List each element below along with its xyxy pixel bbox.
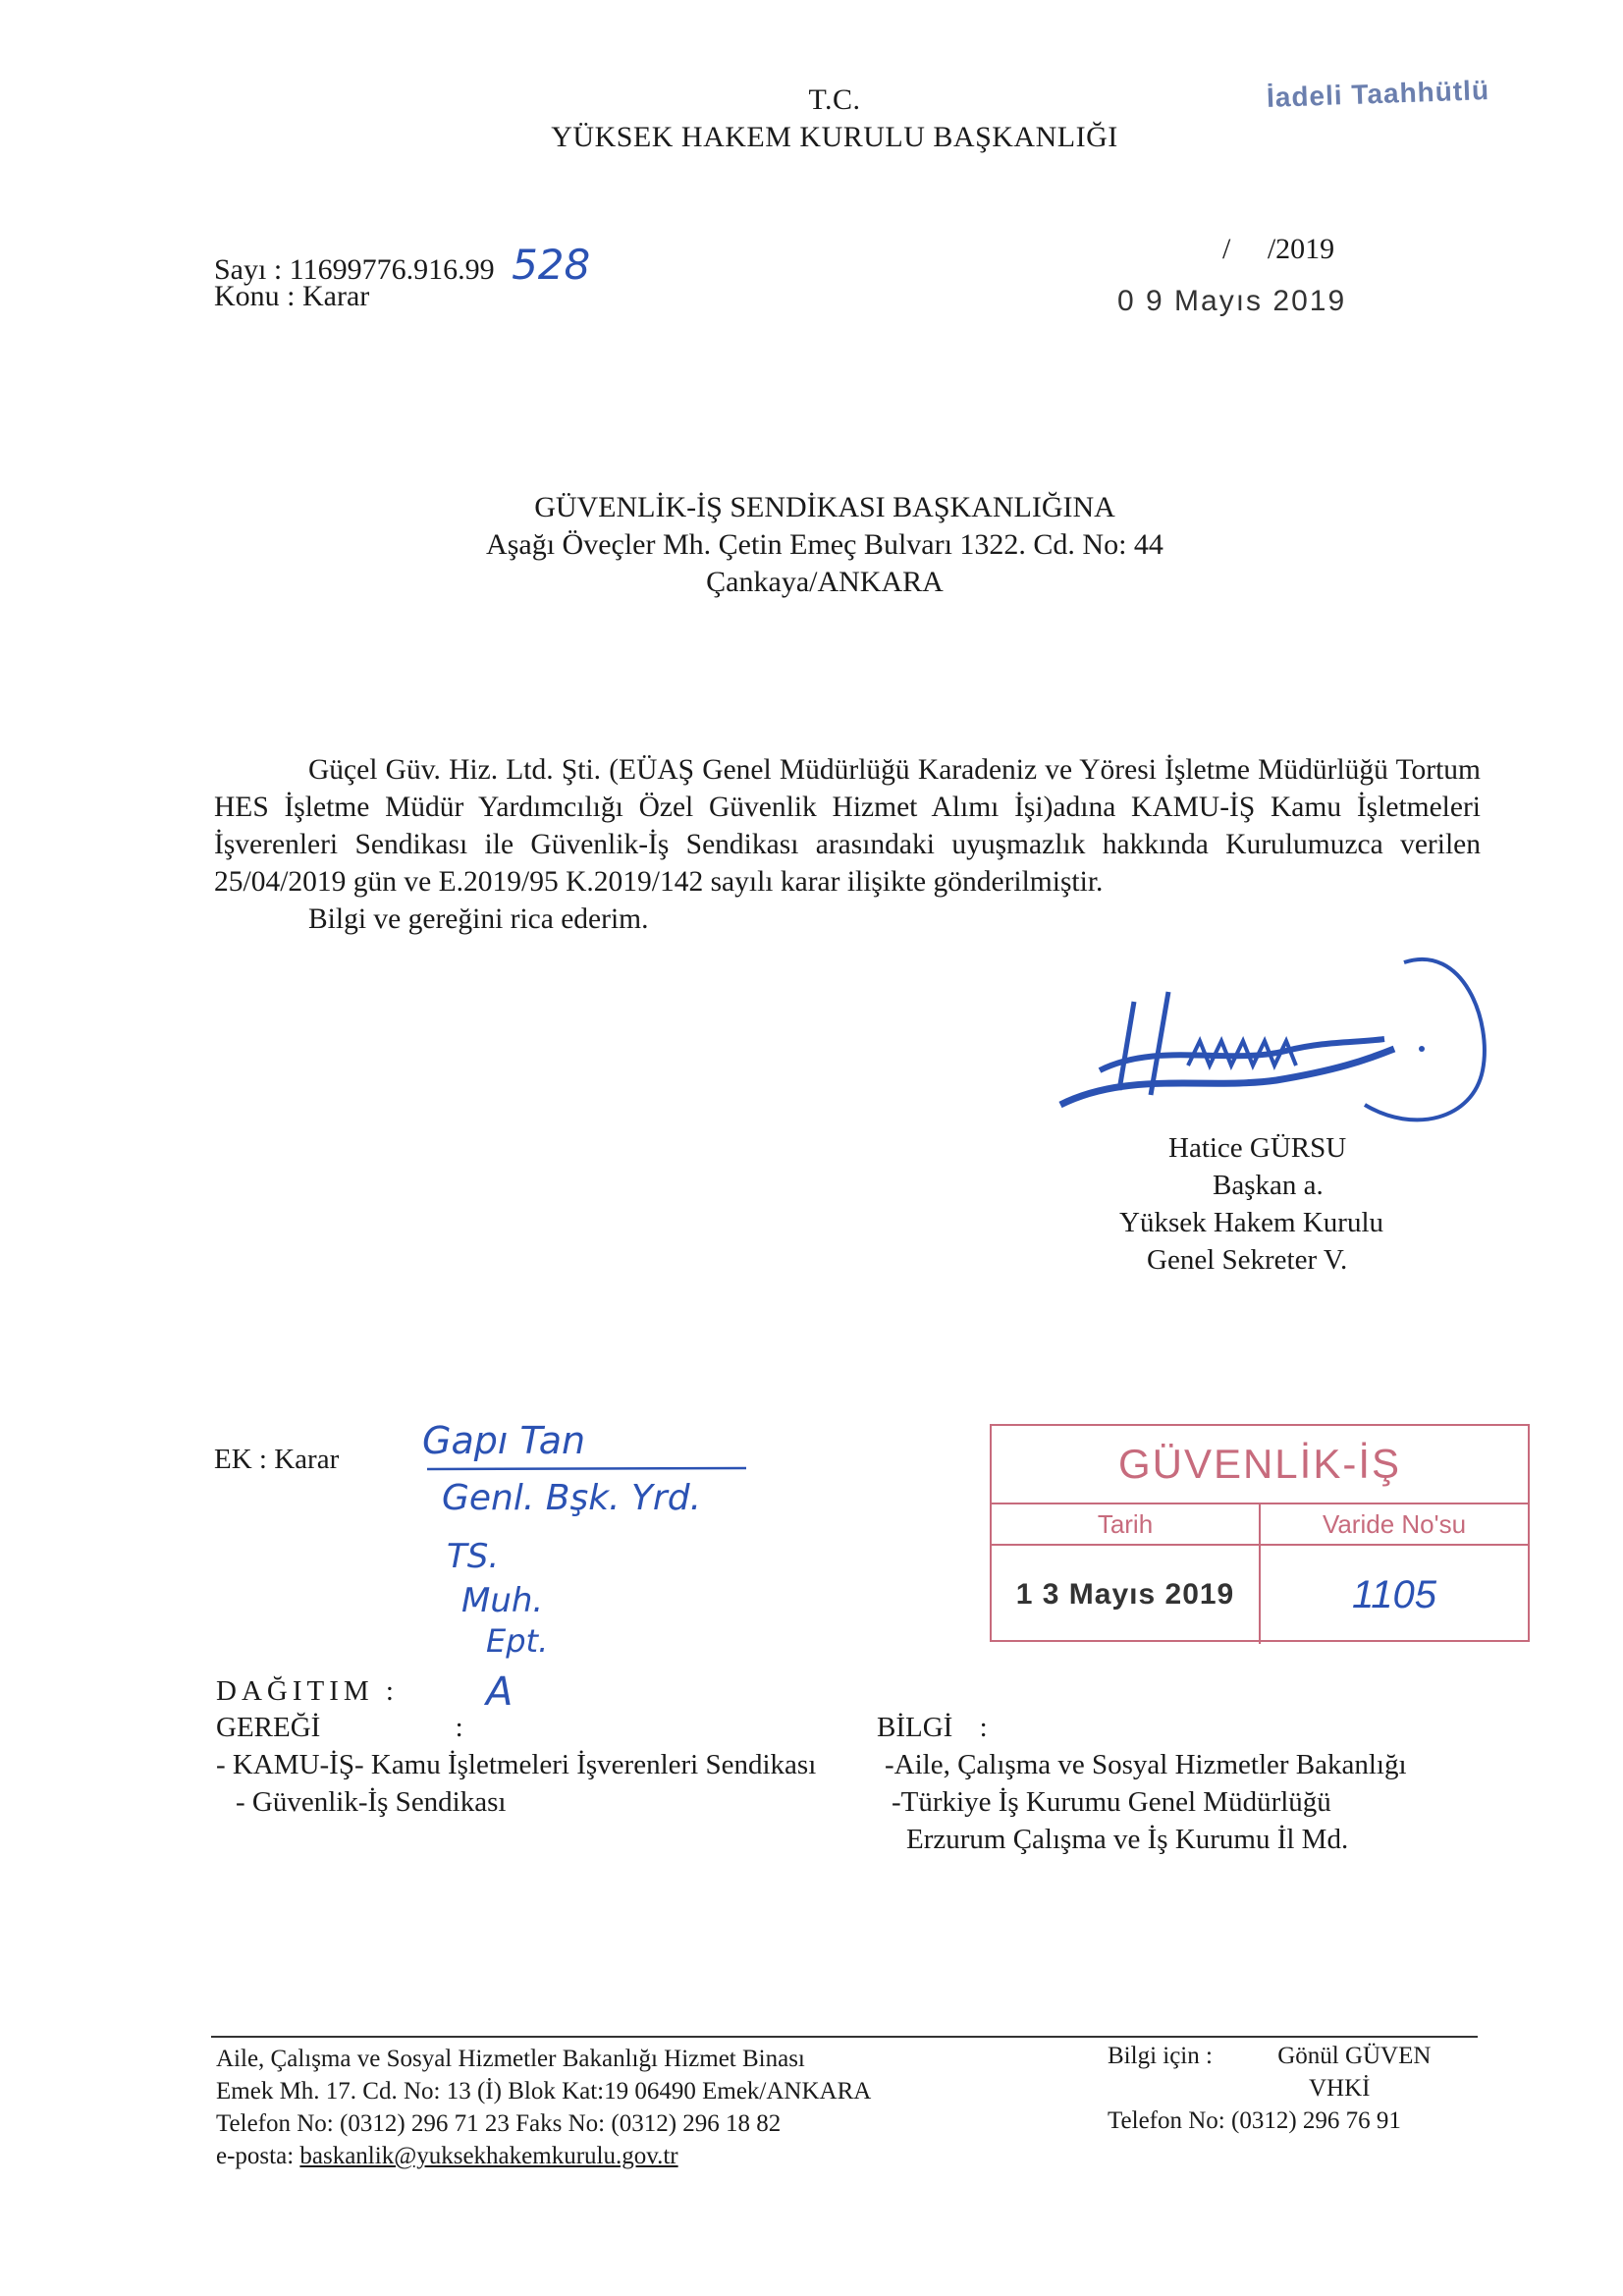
geregi-colon: : [455, 1712, 463, 1743]
footer-info-label: Bilgi için : [1108, 2043, 1213, 2069]
bilgi-section [877, 1709, 1407, 1858]
footer-info-title: VHKİ [1309, 2075, 1371, 2102]
header-institution: YÜKSEK HAKEM KURULU BAŞKANLIĞI [551, 121, 1118, 153]
stamp-date-label: Tarih [1097, 1509, 1154, 1539]
date-stamp: 0 9 Mayıs 2019 [1117, 285, 1347, 317]
bilgi-item: Erzurum Çalışma ve İş Kurumu İl Md. [906, 1824, 1349, 1855]
footer-address-line1: Aile, Çalışma ve Sosyal Hizmetler Bakanlığı Hizmet Binası [216, 2046, 805, 2072]
handwritten-note-4: Muh. [461, 1581, 544, 1620]
geregi-section [216, 1709, 816, 1821]
stamp-title: GÜVENLİK-İŞ [1117, 1441, 1402, 1487]
footer-info-phone: Telefon No: (0312) 296 76 91 [1108, 2107, 1401, 2134]
footer-phones: Telefon No: (0312) 296 71 23 Faks No: (0312) 296 18 82 [216, 2110, 782, 2137]
signatory-title-3: Genel Sekreter V. [1147, 1244, 1348, 1276]
attachment-value: : Karar [258, 1444, 340, 1475]
footer-address [216, 2043, 871, 2172]
footer-email-link[interactable]: baskanlik@yuksekhakemkurulu.gov.tr [299, 2143, 678, 2169]
addressee-street: Aşağı Öveçler Mh. Çetin Emeç Bulvarı 1322. Cd. No: 44 [486, 528, 1163, 561]
body-closing: Bilgi ve gereğini rica ederim. [308, 903, 649, 935]
stamp-number-label: Varide No'su [1259, 1504, 1528, 1544]
konu-label: Konu [214, 280, 280, 312]
header-tc: T.C. [808, 83, 861, 116]
distribution-title: DAĞITIM : [216, 1675, 399, 1707]
bilgi-label: BİLGİ [877, 1712, 953, 1743]
signature-graphic [1041, 933, 1512, 1159]
incoming-mail-stamp [990, 1424, 1530, 1642]
geregi-item: - KAMU-İŞ- Kamu İşletmeleri İşverenleri Sendikası [216, 1749, 817, 1780]
stamp-date-value: 1 3 Mayıs 2019 [1015, 1578, 1235, 1611]
handwritten-note-2: Genl. Bşk. Yrd. [442, 1478, 702, 1518]
signatory-title-2: Yüksek Hakem Kurulu [1119, 1207, 1384, 1238]
letter-body [214, 751, 1481, 938]
signatory-name: Hatice GÜRSU [1168, 1132, 1347, 1164]
handwritten-note-3: TS. [447, 1537, 500, 1576]
bilgi-colon: : [979, 1712, 988, 1743]
footer-address-line2: Emek Mh. 17. Cd. No: 13 (İ) Blok Kat:19 06490 Emek/ANKARA [216, 2078, 872, 2105]
footer-email-row [216, 2140, 871, 2172]
addressee-name: GÜVENLİK-İŞ SENDİKASI BAŞKANLIĞINA [534, 491, 1115, 523]
sayi-label: Sayı [214, 253, 267, 286]
handwritten-note-5: Ept. [486, 1622, 549, 1660]
stamp-number-value: 1105 [1259, 1546, 1528, 1644]
signatory-title-1: Başkan a. [1213, 1170, 1324, 1201]
addressee-city: Çankaya/ANKARA [706, 566, 944, 598]
sayi-value: : 11699776.916.99 [273, 253, 495, 286]
konu-row [214, 280, 369, 313]
geregi-label: GEREĞİ [216, 1712, 321, 1743]
attachment-row [214, 1444, 339, 1476]
bilgi-item: -Türkiye İş Kurumu Genel Müdürlüğü [892, 1786, 1331, 1818]
signature-block [1119, 1129, 1384, 1279]
handwritten-underline [422, 1463, 756, 1475]
footer-info-name: Gönül GÜVEN [1277, 2043, 1432, 2069]
sayi-handwritten-number: 528 [512, 241, 591, 289]
registered-mail-stamp: İadeli Taahhütlü [1266, 75, 1490, 113]
footer-divider [211, 2036, 1478, 2038]
attachment-label: EK [214, 1444, 252, 1475]
footer-email-label: e-posta: [216, 2143, 295, 2169]
document-date: / /2019 [1222, 233, 1335, 265]
bilgi-item: -Aile, Çalışma ve Sosyal Hizmetler Bakanlığı [885, 1749, 1407, 1780]
addressee-block [432, 489, 1217, 601]
geregi-item: - Güvenlik-İş Sendikası [236, 1786, 507, 1818]
handwritten-note-1: Gapı Tan [422, 1419, 586, 1462]
body-paragraph: Güçel Güv. Hiz. Ltd. Şti. (EÜAŞ Genel Müdürlüğü Karadeniz ve Yöresi İşletme Müdürlüğü Tortum HES İşletme Müdür Yardımcılığı Özel Güvenlik Hizmet Alımı İşi)adına KAMU-İŞ Kamu İşletmeleri İşverenleri Sendikası ile Güvenlik-İş Sendikası arasındaki uyuşmazlık hakkında Kurulumuzca verilen 25/04/2019 gün ve E.2019/95 K.2019/142 sayılı karar ilişikte gönderilmiştir. [214, 754, 1481, 898]
konu-value: : Karar [287, 280, 370, 312]
footer-contact [1108, 2040, 1431, 2137]
handwritten-note-6: A [486, 1669, 514, 1715]
